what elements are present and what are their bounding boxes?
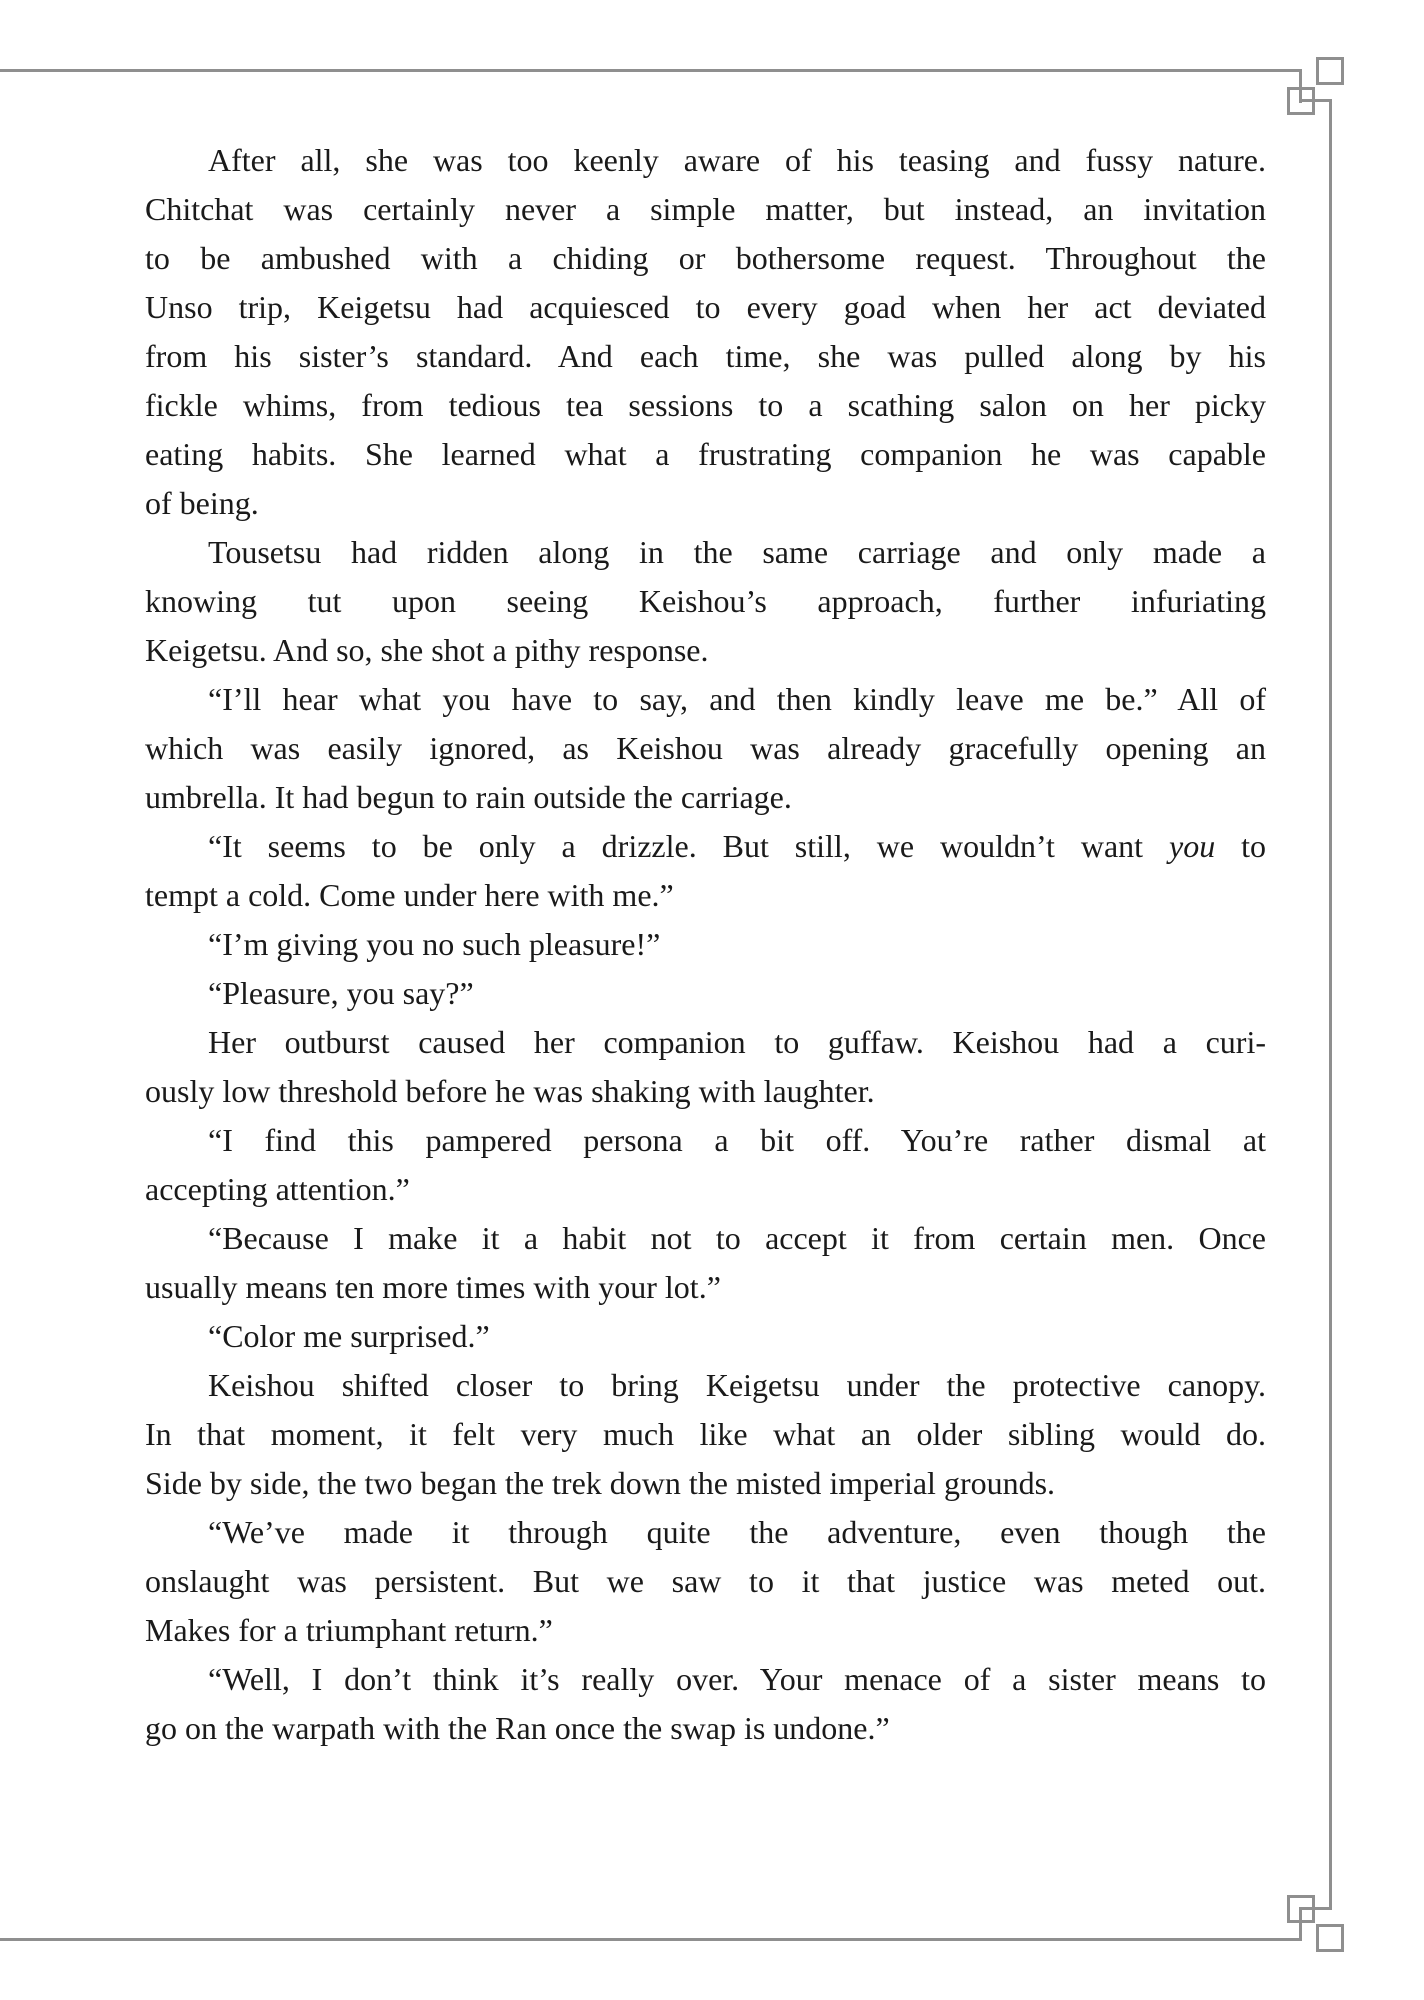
text-line: tempt a cold. Come under here with me.” bbox=[145, 877, 674, 913]
text-line: “We’ve made it through quite the adventure, even though the bbox=[208, 1514, 1266, 1550]
text-line: In that moment, it felt very much like what an older sibling would do. bbox=[145, 1416, 1266, 1452]
text-line: knowing tut upon seeing Keishou’s approach, further infuriating bbox=[145, 583, 1266, 619]
text-line: Makes for a triumphant return.” bbox=[145, 1612, 553, 1648]
text-line: “Because I make it a habit not to accept it from certain men. Once bbox=[208, 1220, 1266, 1256]
text-line: “Color me surprised.” bbox=[208, 1318, 490, 1354]
top-border-line bbox=[0, 69, 1302, 72]
text-line: usually means ten more times with your lot.” bbox=[145, 1269, 721, 1305]
bottom-corner-large-square bbox=[1316, 1924, 1344, 1952]
text-line: of being. bbox=[145, 485, 259, 521]
text-line: Keishou shifted closer to bring Keigetsu under the protective canopy. bbox=[208, 1367, 1266, 1403]
text-line: accepting attention.” bbox=[145, 1171, 410, 1207]
text-line: to be ambushed with a chiding or bothersome request. Throughout the bbox=[145, 240, 1266, 276]
text-line: Tousetsu had ridden along in the same carriage and only made a bbox=[208, 534, 1266, 570]
text-line: “I’m giving you no such pleasure!” bbox=[208, 926, 661, 962]
bottom-corner-small-square bbox=[1287, 1895, 1315, 1923]
text-line: go on the warpath with the Ran once the swap is undone.” bbox=[145, 1710, 890, 1746]
text-line: Side by side, the two began the trek down the misted imperial grounds. bbox=[145, 1465, 1056, 1501]
text-line: fickle whims, from tedious tea sessions to a scathing salon on her picky bbox=[145, 387, 1266, 423]
text-line: which was easily ignored, as Keishou was already gracefully opening an bbox=[145, 730, 1266, 766]
right-border-line bbox=[1329, 99, 1332, 1910]
text-line: eating habits. She learned what a frustrating companion he was capable bbox=[145, 436, 1266, 472]
text-line: After all, she was too keenly aware of his teasing and fussy nature. bbox=[208, 142, 1266, 178]
text-line: “I’ll hear what you have to say, and then kindly leave me be.” All of bbox=[208, 681, 1266, 717]
text-line: Chitchat was certainly never a simple matter, but instead, an invitation bbox=[145, 191, 1266, 227]
text-line: “I find this pampered persona a bit off. You’re rather dismal at bbox=[208, 1122, 1266, 1158]
text-line: from his sister’s standard. And each time, she was pulled along by his bbox=[145, 338, 1266, 374]
text-line: Keigetsu. And so, she shot a pithy response. bbox=[145, 632, 709, 668]
text-line: “Pleasure, you say?” bbox=[208, 975, 474, 1011]
text-line: onslaught was persistent. But we saw to it that justice was meted out. bbox=[145, 1563, 1266, 1599]
text-line: ously low threshold before he was shaking with laughter. bbox=[145, 1073, 875, 1109]
text-line: Her outburst caused her companion to guffaw. Keishou had a curi- bbox=[208, 1024, 1266, 1060]
text-line: “It seems to be only a drizzle. But still, we wouldn’t want you to bbox=[208, 828, 1266, 864]
page-text bbox=[145, 136, 1266, 1753]
text-line: Unso trip, Keigetsu had acquiesced to every goad when her act deviated bbox=[145, 289, 1266, 325]
top-corner-large-square bbox=[1316, 57, 1344, 85]
text-line: umbrella. It had begun to rain outside the carriage. bbox=[145, 779, 792, 815]
text-line: “Well, I don’t think it’s really over. Your menace of a sister means to bbox=[208, 1661, 1266, 1697]
top-corner-small-square bbox=[1287, 87, 1315, 115]
bottom-border-line bbox=[0, 1938, 1302, 1941]
